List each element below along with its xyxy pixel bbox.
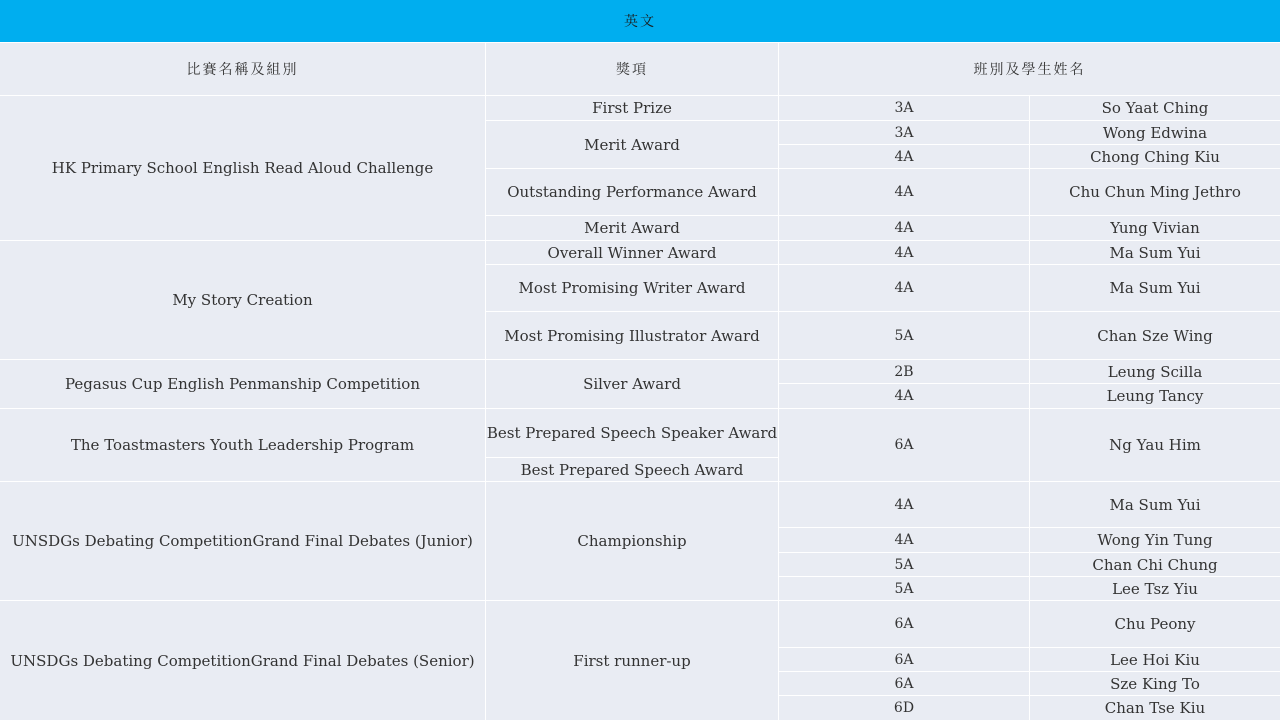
- class-cell: 4A: [894, 220, 914, 236]
- class-cell: 2B: [894, 363, 914, 380]
- student-name-cell: Yung Vivian: [1110, 219, 1200, 237]
- award-label: Most Promising Writer Award: [518, 279, 746, 297]
- student-name-cell: Ma Sum Yui: [1109, 279, 1201, 297]
- class-cell: 6A: [894, 616, 914, 632]
- award-label: Silver Award: [583, 375, 681, 393]
- competition-name: The Toastmasters Youth Leadership Program: [70, 436, 415, 454]
- student-name-cell: So Yaat Ching: [1101, 99, 1209, 117]
- award-label: Overall Winner Award: [547, 243, 717, 262]
- competition-name: UNSDGs Debating CompetitionGrand Final Debates (Senior): [10, 651, 475, 670]
- student-name-cell: Ma Sum Yui: [1109, 495, 1201, 514]
- student-name-cell: Lee Tsz Yiu: [1112, 579, 1198, 598]
- class-cell: 6A: [894, 675, 914, 692]
- award-label: First Prize: [592, 99, 672, 117]
- class-cell: 4A: [894, 532, 914, 548]
- student-name-cell: Chan Sze Wing: [1097, 326, 1213, 345]
- award-label: Best Prepared Speech Speaker Award: [486, 424, 778, 442]
- competition-name: Pegasus Cup English Penmanship Competition: [65, 375, 420, 393]
- class-cell: 4A: [894, 280, 914, 296]
- class-cell: 5A: [894, 556, 914, 573]
- student-name-cell: Wong Edwina: [1102, 123, 1208, 142]
- competition-name: HK Primary School English Read Aloud Challenge: [51, 159, 434, 177]
- student-name-cell: Ng Yau Him: [1109, 436, 1201, 454]
- class-cell: 4A: [894, 148, 914, 165]
- class-cell: 5A: [894, 580, 914, 597]
- award-label: First runner-up: [573, 651, 691, 670]
- student-name-cell: Chong Ching Kiu: [1090, 147, 1220, 166]
- competition-name: My Story Creation: [172, 291, 313, 309]
- award-label: Merit Award: [584, 135, 680, 154]
- class-cell: 4A: [894, 496, 914, 513]
- class-cell: 3A: [894, 124, 914, 141]
- class-cell: 4A: [894, 244, 914, 261]
- award-label: Championship: [577, 532, 687, 550]
- student-name-cell: Leung Tancy: [1106, 387, 1204, 405]
- class-cell: 5A: [894, 327, 914, 344]
- student-name-cell: Leung Scilla: [1107, 362, 1203, 381]
- class-cell: 3A: [894, 100, 914, 116]
- student-name-cell: Wong Yin Tung: [1097, 531, 1213, 549]
- student-name-cell: Lee Hoi Kiu: [1110, 650, 1200, 669]
- award-label: Merit Award: [584, 219, 680, 237]
- student-name-cell: Sze King To: [1110, 674, 1200, 693]
- award-label: Most Promising Illustrator Award: [504, 326, 760, 345]
- class-cell: 4A: [894, 184, 914, 200]
- student-name-cell: Chu Chun Ming Jethro: [1069, 183, 1241, 201]
- class-cell: 4A: [894, 388, 914, 404]
- class-cell: 6A: [894, 651, 914, 668]
- student-name-cell: Chu Peony: [1114, 615, 1196, 633]
- student-name-cell: Ma Sum Yui: [1109, 243, 1201, 262]
- class-cell: 6A: [894, 437, 914, 453]
- header-award: 獎項: [616, 62, 648, 78]
- award-label: Outstanding Performance Award: [507, 183, 757, 201]
- header-competition: 比賽名稱及組別: [186, 62, 299, 78]
- header-student: 班別及學生姓名: [973, 62, 1086, 78]
- competition-name: UNSDGs Debating CompetitionGrand Final Debates (Junior): [12, 532, 473, 550]
- award-label: Best Prepared Speech Award: [520, 460, 744, 479]
- student-name-cell: Chan Chi Chung: [1092, 555, 1218, 574]
- class-cell: 6D: [893, 700, 915, 716]
- student-name-cell: Chan Tse Kiu: [1104, 699, 1206, 717]
- table-title-banner: 英文: [0, 0, 1280, 42]
